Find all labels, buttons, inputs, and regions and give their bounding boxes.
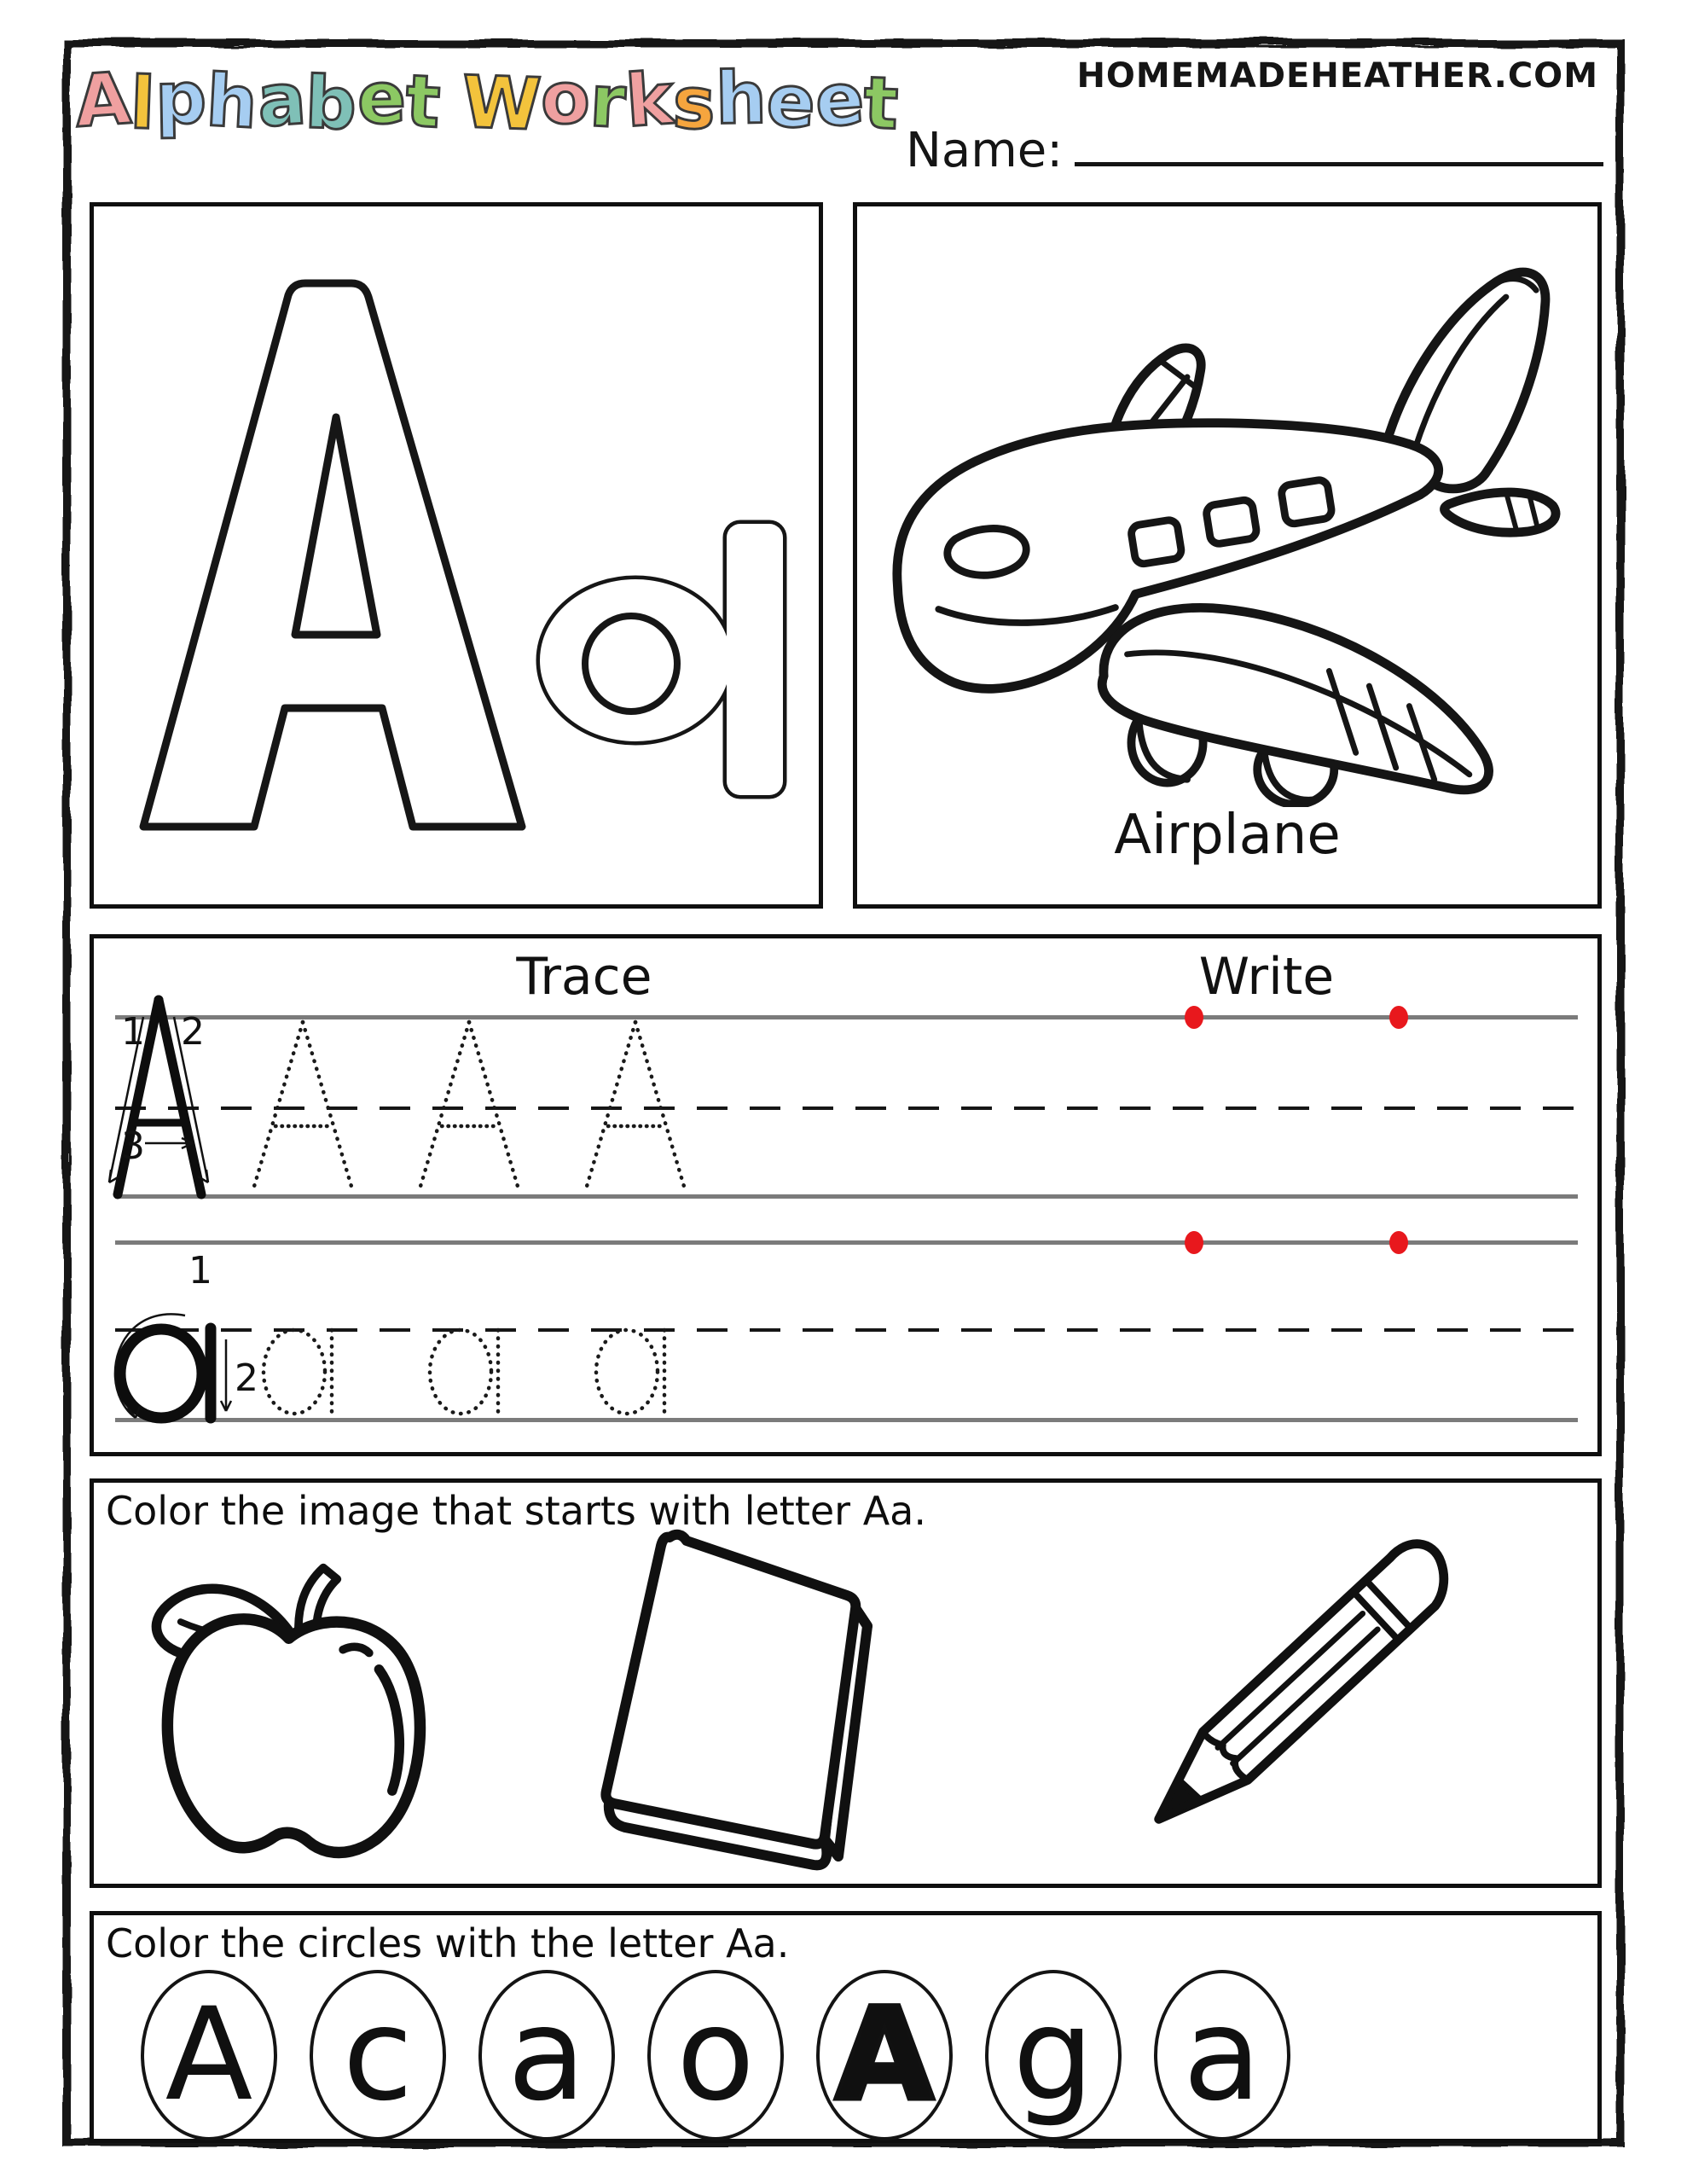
write-heading: Write <box>1198 947 1335 1007</box>
title-letter: e <box>764 59 818 145</box>
title-letter: r <box>588 59 629 145</box>
title-letter: s <box>671 61 717 147</box>
circle-letter: a <box>1183 1981 1261 2129</box>
trace-write-box <box>90 934 1602 1456</box>
trace-heading: Trace <box>516 947 652 1007</box>
writing-line <box>115 1194 1578 1199</box>
title-letter: b <box>304 61 359 147</box>
circle-letter: A <box>165 1981 253 2129</box>
letter-circle <box>141 1970 277 2140</box>
stroke-number: 1 <box>188 1249 212 1292</box>
color-image-instruction: Color the image that starts with letter Aa. <box>106 1488 926 1534</box>
title-letter: W <box>460 60 542 148</box>
airplane-illustration <box>861 218 1594 807</box>
circle-letter: a <box>507 1981 586 2129</box>
title-letter: e <box>812 56 867 144</box>
picture-box <box>853 202 1602 909</box>
color-image-box <box>90 1478 1602 1888</box>
bubble-letters-aa <box>94 206 819 904</box>
lowercase-trace-letters <box>260 1327 678 1418</box>
title-letter: o <box>540 55 591 141</box>
picture-label: Airplane <box>1114 804 1341 867</box>
uppercase-trace-letter <box>576 1017 695 1194</box>
letter-display-box <box>90 202 823 909</box>
letter-circle <box>310 1970 446 2140</box>
uppercase-trace-letter <box>409 1017 529 1194</box>
title-letter: h <box>715 55 768 141</box>
uppercase-trace-letter <box>243 1017 362 1194</box>
writing-line <box>115 1418 1578 1422</box>
bubble-letter-lowercase <box>540 524 783 795</box>
title-letter: h <box>204 58 260 145</box>
circle-letter: g <box>1012 1981 1094 2129</box>
page-title <box>72 55 900 148</box>
letter-circle <box>478 1970 615 2140</box>
lowercase-trace-letter <box>426 1327 512 1418</box>
stroke-number: 2 <box>181 1010 205 1054</box>
title-letter: a <box>254 56 309 144</box>
color-circles-box <box>90 1911 1602 2143</box>
circle-letter: A <box>834 1981 935 2129</box>
color-circles-instruction: Color the circles with the letter Aa. <box>106 1920 790 1966</box>
title-letter: t <box>403 59 443 145</box>
start-dot <box>1389 1231 1408 1254</box>
letter-circle <box>985 1970 1122 2140</box>
lowercase-trace-letter <box>260 1327 345 1418</box>
circle-letter: c <box>342 1981 414 2129</box>
letter-circle <box>647 1970 784 2140</box>
apple-illustration <box>128 1558 456 1878</box>
stroke-number: 3 <box>121 1124 145 1168</box>
bubble-letter-uppercase <box>143 283 522 827</box>
letter-circles-row <box>141 1970 1290 2140</box>
title-letter: A <box>72 56 134 144</box>
name-label: Name: <box>906 123 1064 178</box>
lowercase-stroke-guide <box>107 1247 269 1428</box>
title-letter: k <box>623 56 676 144</box>
letter-circle <box>816 1970 953 2140</box>
start-dot <box>1185 1006 1203 1029</box>
stroke-number: 1 <box>121 1010 145 1054</box>
letter-circle <box>1154 1970 1290 2140</box>
book-illustration <box>567 1522 951 1873</box>
start-dot <box>1389 1006 1408 1029</box>
title-letter: p <box>154 55 207 141</box>
start-dot <box>1185 1231 1203 1254</box>
title-letter: e <box>356 55 407 141</box>
writing-line <box>115 1240 1578 1245</box>
uppercase-trace-letters <box>243 1017 695 1194</box>
site-url: HOMEMADEHEATHER.COM <box>1076 56 1598 96</box>
stroke-number: 2 <box>235 1356 258 1400</box>
title-letter: l <box>129 61 157 146</box>
uppercase-stroke-guide <box>104 988 241 1203</box>
pencil-illustration <box>1087 1524 1480 1865</box>
name-row <box>906 109 1603 178</box>
name-write-line <box>1075 109 1603 166</box>
title-letter: t <box>862 61 900 147</box>
lowercase-trace-letter <box>593 1327 678 1418</box>
circle-letter: o <box>676 1981 755 2129</box>
